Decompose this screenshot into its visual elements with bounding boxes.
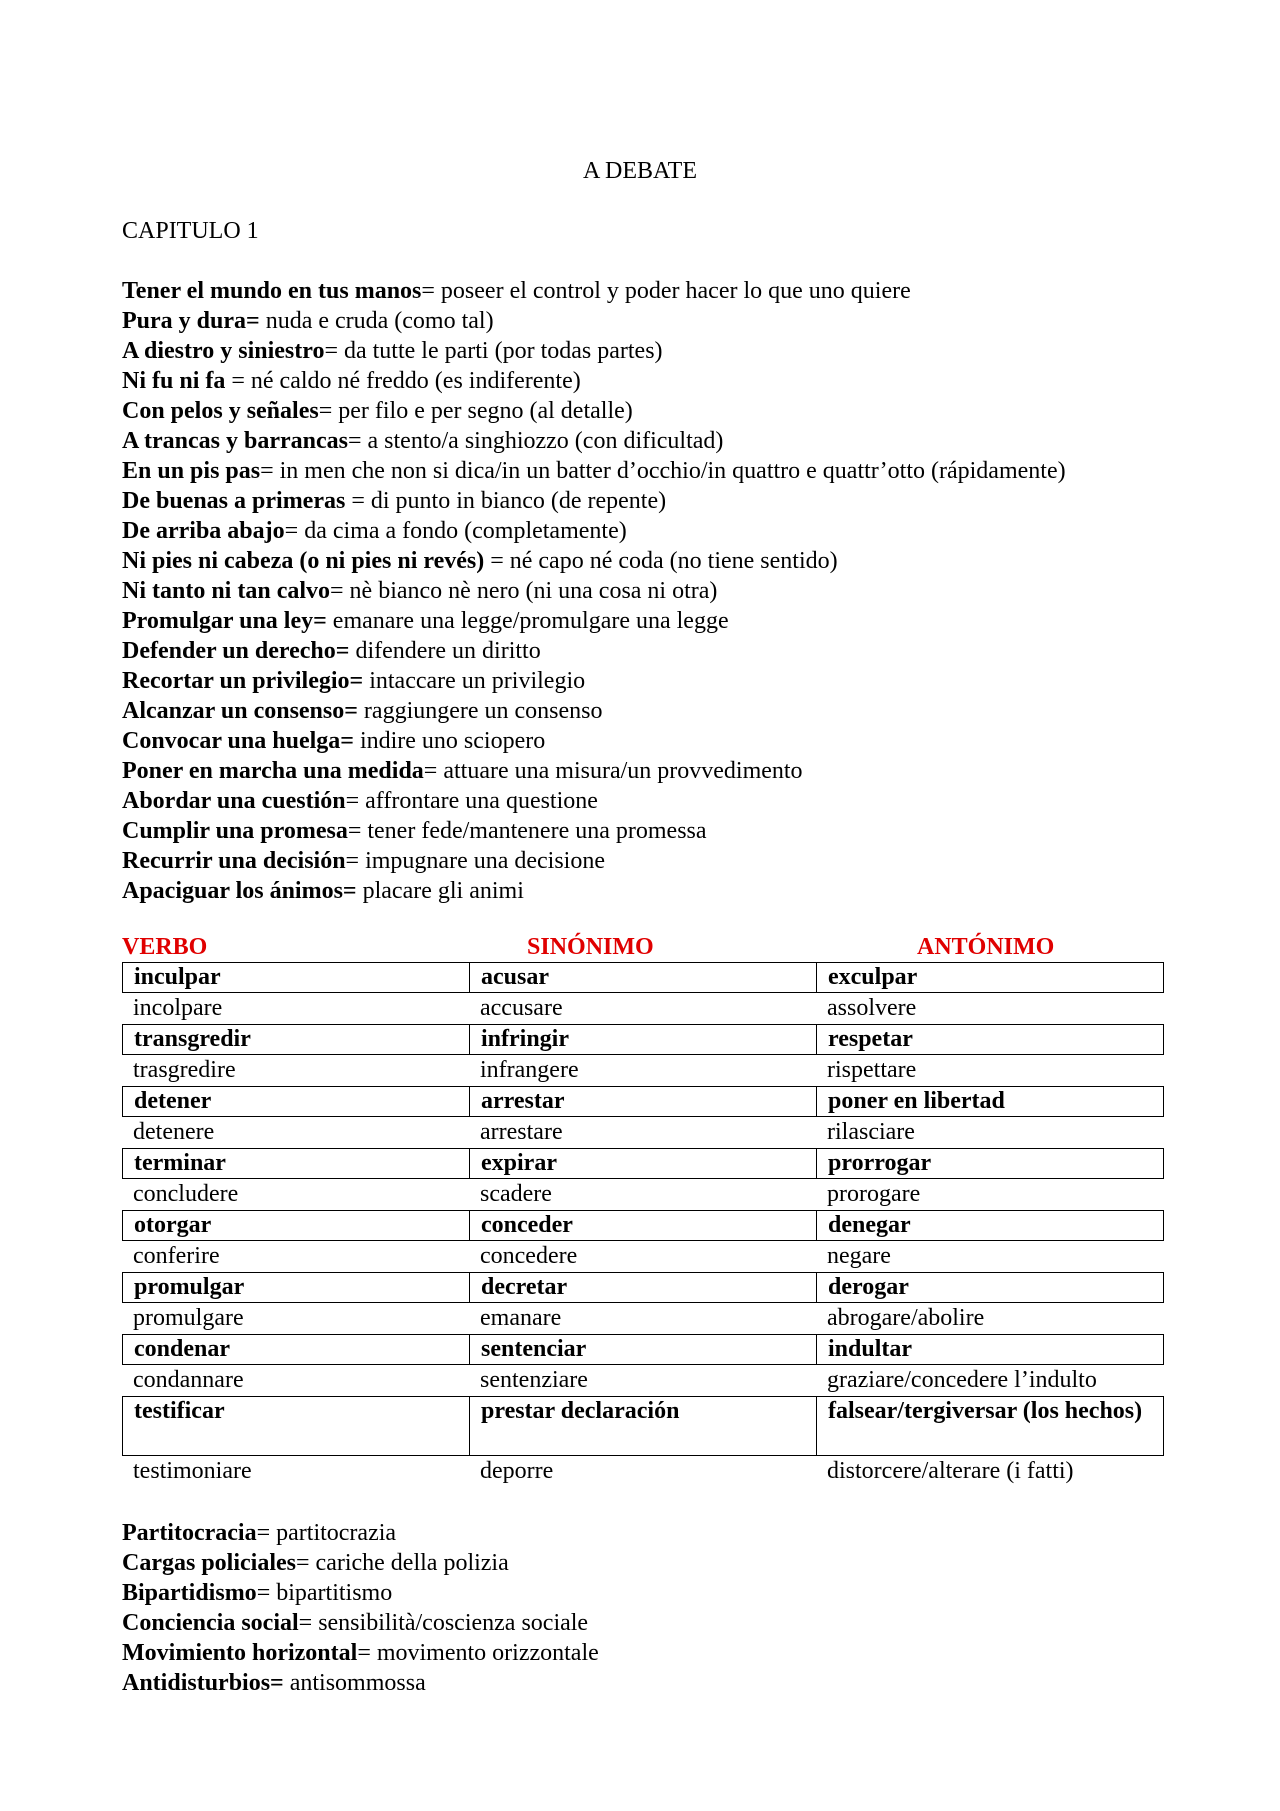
expression-term: Cumplir una promesa (122, 818, 348, 844)
cell-sinonimo: infringir (470, 1025, 817, 1054)
term-line (122, 1668, 1222, 1698)
cell-antonimo: derogar (828, 1274, 909, 1300)
cell-antonimo-it: prorogare (827, 1181, 921, 1207)
expression-term: Tener el mundo en tus manos (122, 278, 422, 304)
cell-antonimo: prorrogar (828, 1150, 932, 1176)
expression-definition: = attuare una misura/un provvedimento (423, 758, 803, 784)
expression-term: Apaciguar los ánimos= (122, 878, 357, 904)
expression-definition: = affrontare una questione (345, 788, 598, 814)
expression-definition: = né capo né coda (no tiene sentido) (484, 548, 838, 574)
term-definition: = bipartitismo (256, 1580, 393, 1606)
expression-definition: = in men che non si dica/in un batter d’occhio/in quattro e quattr’otto (rápidamente) (260, 458, 1066, 484)
term-definition: = movimento orizzontale (357, 1640, 599, 1666)
expression-definition: emanare una legge/promulgare una legge (326, 608, 729, 634)
cell-sinonimo: arrestar (470, 1087, 817, 1116)
table-row-spanish (122, 1210, 1164, 1241)
table-row-spanish (122, 1024, 1164, 1055)
expression-definition: intaccare un privilegio (363, 668, 586, 694)
cell-verbo-it: condannare (133, 1367, 244, 1393)
cell-antonimo-it: rilasciare (827, 1119, 915, 1145)
cell-verbo-it: incolpare (133, 995, 223, 1021)
term-line (122, 1518, 1222, 1548)
table-row-spanish (122, 1396, 1164, 1456)
cell-verbo-it: detenere (133, 1119, 215, 1145)
cell-sinonimo: sentenciar (470, 1335, 817, 1364)
cell-sinonimo: expirar (470, 1149, 817, 1178)
term-definition: antisommossa (283, 1670, 426, 1696)
expression-definition: raggiungere un consenso (357, 698, 603, 724)
table-row-italian (122, 1365, 1164, 1396)
cell-antonimo-it: graziare/concedere l’indulto (827, 1367, 1097, 1393)
expression-definition: nuda e cruda (como tal) (259, 308, 494, 334)
term-word: Conciencia social (122, 1610, 299, 1636)
table-row-italian (122, 1117, 1164, 1148)
cell-antonimo: respetar (828, 1026, 913, 1052)
table-row-spanish (122, 1148, 1164, 1179)
cell-antonimo-it: assolvere (827, 995, 917, 1021)
term-line (122, 1578, 1222, 1608)
table-row-italian (122, 1456, 1164, 1487)
expression-line (122, 756, 1222, 786)
cell-sinonimo: conceder (470, 1211, 817, 1240)
cell-sinonimo-it: deporre (480, 1458, 554, 1484)
cell-sinonimo-it: sentenziare (480, 1367, 588, 1393)
table-row-italian (122, 1179, 1164, 1210)
cell-antonimo-it: negare (827, 1243, 891, 1269)
document-title: A DEBATE (583, 158, 697, 184)
expression-definition: = né caldo né freddo (es indiferente) (225, 368, 581, 394)
cell-sinonimo-it: infrangere (480, 1057, 579, 1083)
cell-sinonimo-it: accusare (480, 995, 563, 1021)
expression-line (122, 666, 1222, 696)
expression-term: A trancas y barrancas (122, 428, 348, 454)
expression-definition: = di punto in bianco (de repente) (345, 488, 667, 514)
expression-line (122, 516, 1222, 546)
expression-definition: indire uno sciopero (353, 728, 546, 754)
cell-verbo: detener (123, 1087, 470, 1116)
cell-verbo: transgredir (123, 1025, 470, 1054)
cell-sinonimo-it: concedere (480, 1243, 578, 1269)
expression-line (122, 636, 1222, 666)
expression-line (122, 396, 1222, 426)
expression-line (122, 276, 1222, 306)
expression-term: Ni fu ni fa (122, 368, 226, 394)
expression-term: De buenas a primeras (122, 488, 346, 514)
cell-antonimo: indultar (828, 1336, 913, 1362)
cell-sinonimo: decretar (470, 1273, 817, 1302)
expression-term: Ni pies ni cabeza (o ni pies ni revés) (122, 548, 485, 574)
table-row-spanish (122, 1334, 1164, 1365)
cell-verbo-it: conferire (133, 1243, 220, 1269)
cell-sinonimo: prestar declaración (470, 1397, 817, 1455)
table-row-italian (122, 1055, 1164, 1086)
expression-line (122, 546, 1222, 576)
term-word: Bipartidismo (122, 1580, 257, 1606)
expression-definition: = a stento/a singhiozzo (con dificultad) (347, 428, 724, 454)
expression-term: Recurrir una decisión (122, 848, 346, 874)
expression-line (122, 696, 1222, 726)
header-sinonimo: SINÓNIMO (527, 934, 654, 960)
header-antonimo: ANTÓNIMO (917, 934, 1055, 960)
expression-definition: placare gli animi (356, 878, 524, 904)
expression-line (122, 336, 1222, 366)
expression-line (122, 576, 1222, 606)
terms-list (122, 1518, 1222, 1698)
term-word: Cargas policiales (122, 1550, 296, 1576)
table-row-italian (122, 1241, 1164, 1272)
expression-definition: = per filo e per segno (al detalle) (318, 398, 633, 424)
expression-term: Con pelos y señales (122, 398, 319, 424)
table-header (122, 932, 1162, 962)
header-verbo: VERBO (122, 934, 208, 960)
expression-line (122, 726, 1222, 756)
expression-term: Convocar una huelga= (122, 728, 354, 754)
table-row-italian (122, 1303, 1164, 1334)
expression-definition: = nè bianco nè nero (ni una cosa ni otra) (330, 578, 718, 604)
table-row-spanish (122, 962, 1164, 993)
cell-sinonimo-it: emanare (480, 1305, 562, 1331)
expression-line (122, 606, 1222, 636)
expression-term: Pura y dura= (122, 308, 260, 334)
cell-verbo: promulgar (123, 1273, 470, 1302)
expression-definition: difendere un diritto (349, 638, 541, 664)
expression-term: Recortar un privilegio= (122, 668, 364, 694)
term-definition: = partitocrazia (256, 1520, 397, 1546)
cell-antonimo: exculpar (828, 964, 918, 990)
term-word: Antidisturbios= (122, 1670, 284, 1696)
expression-term: Alcanzar un consenso= (122, 698, 358, 724)
expression-term: Ni tanto ni tan calvo (122, 578, 331, 604)
cell-antonimo-it: rispettare (827, 1057, 917, 1083)
table-row-spanish (122, 1086, 1164, 1117)
expression-line (122, 426, 1222, 456)
expression-line (122, 456, 1222, 486)
expression-term: Defender un derecho= (122, 638, 350, 664)
cell-verbo-it: concludere (133, 1181, 239, 1207)
cell-antonimo-it: abrogare/abolire (827, 1305, 985, 1331)
cell-verbo: testificar (123, 1397, 470, 1455)
verb-table (122, 962, 1164, 1487)
cell-verbo-it: testimoniare (133, 1458, 252, 1484)
expression-term: Promulgar una ley= (122, 608, 327, 634)
term-line (122, 1608, 1222, 1638)
expression-line (122, 816, 1222, 846)
term-line (122, 1548, 1222, 1578)
cell-verbo: terminar (123, 1149, 470, 1178)
expression-definition: = da tutte le parti (por todas partes) (324, 338, 663, 364)
expression-definition: = da cima a fondo (completamente) (284, 518, 627, 544)
cell-antonimo-it: distorcere/alterare (i fatti) (827, 1458, 1074, 1484)
expression-term: En un pis pas (122, 458, 261, 484)
term-definition: = cariche della polizia (296, 1550, 509, 1576)
expression-line (122, 846, 1222, 876)
expression-definition: = poseer el control y poder hacer lo que uno quiere (421, 278, 911, 304)
cell-sinonimo-it: arrestare (480, 1119, 563, 1145)
table-row-italian (122, 993, 1164, 1024)
cell-verbo: condenar (123, 1335, 470, 1364)
table-row-spanish (122, 1272, 1164, 1303)
cell-verbo: inculpar (123, 963, 470, 992)
expression-definition: = impugnare una decisione (345, 848, 605, 874)
term-line (122, 1638, 1222, 1668)
expression-term: De arriba abajo (122, 518, 285, 544)
expression-term: Abordar una cuestión (122, 788, 346, 814)
cell-verbo-it: promulgare (133, 1305, 244, 1331)
expressions-list (122, 276, 1222, 906)
expression-line (122, 786, 1222, 816)
expression-line (122, 366, 1222, 396)
expression-line (122, 306, 1222, 336)
expression-line (122, 876, 1222, 906)
cell-verbo: otorgar (123, 1211, 470, 1240)
term-word: Partitocracia (122, 1520, 257, 1546)
chapter-heading: CAPITULO 1 (122, 218, 259, 244)
cell-sinonimo: acusar (470, 963, 817, 992)
cell-verbo-it: trasgredire (133, 1057, 236, 1083)
expression-term: A diestro y siniestro (122, 338, 325, 364)
expression-definition: = tener fede/mantenere una promessa (347, 818, 707, 844)
cell-antonimo: denegar (828, 1212, 911, 1238)
expression-line (122, 486, 1222, 516)
cell-sinonimo-it: scadere (480, 1181, 552, 1207)
term-word: Movimiento horizontal (122, 1640, 358, 1666)
term-definition: = sensibilità/coscienza sociale (298, 1610, 589, 1636)
cell-antonimo: poner en libertad (828, 1088, 1005, 1114)
cell-antonimo: falsear/tergiversar (los hechos) (828, 1398, 1143, 1424)
expression-term: Poner en marcha una medida (122, 758, 424, 784)
